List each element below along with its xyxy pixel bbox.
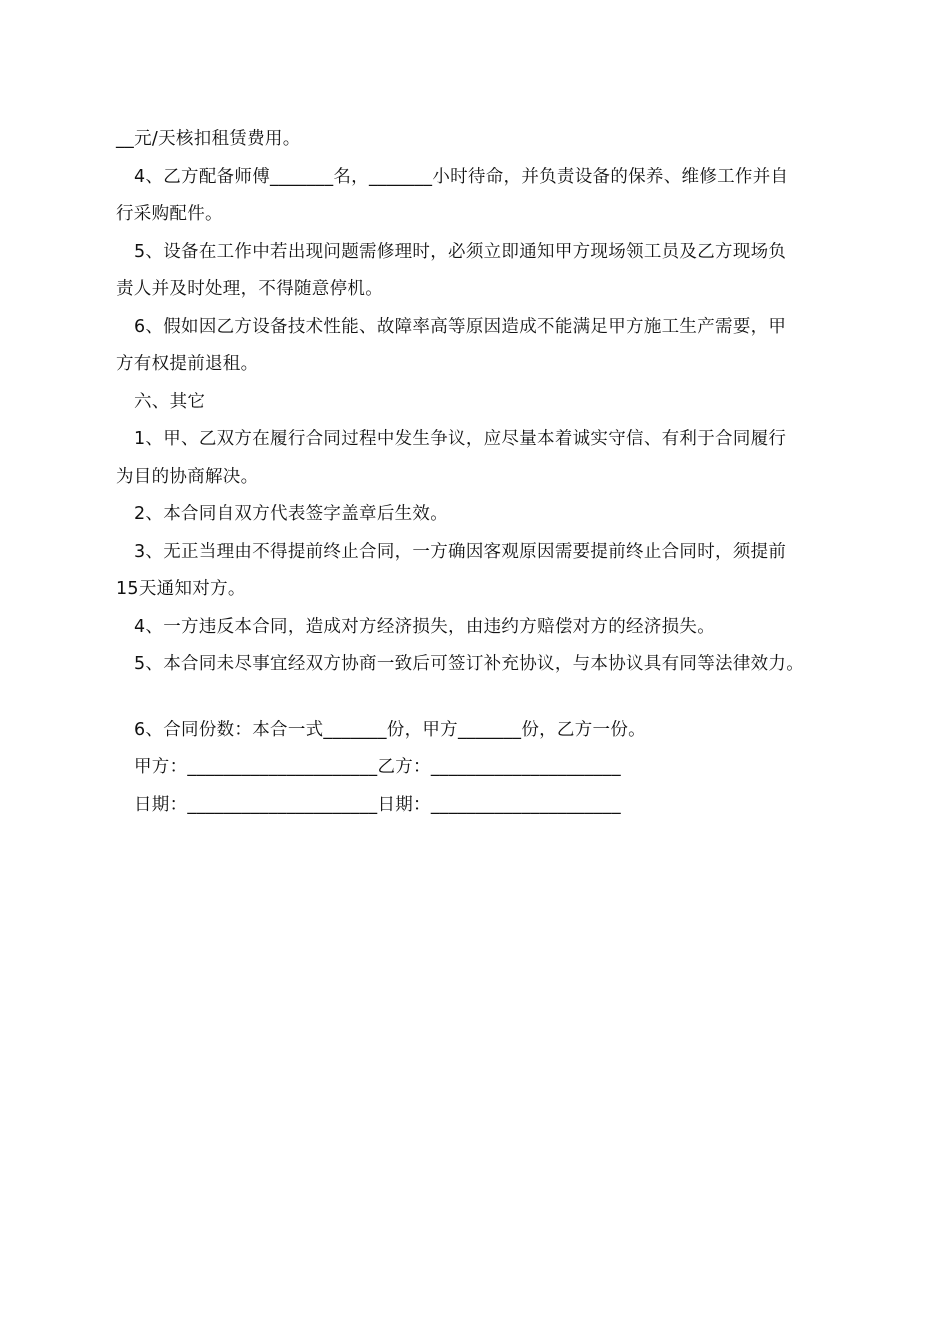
other-clause-2-effective: 2、本合同自双方代表签字盖章后生效。 [134,504,449,524]
signature-party-line: 甲方：_____________________乙方：_____________________ [134,757,621,777]
clause-4-technician: 4、乙方配备师傅_______名，_______小时待命，并负责设备的保养、维修工作并自 [134,166,789,187]
section-heading-other: 六、其它 [134,391,206,412]
other-clause-5-supplement: 5、本合同未尽事宜经双方协商一致后可签订补充协议，与本协议具有同等法律效力。 [134,654,805,674]
other-clause-1-dispute-continued: 为目的协商解决。 [116,466,259,487]
signature-date-line: 日期：_____________________日期：_____________________ [134,794,621,815]
clause-6-termination-continued: 方有权提前退租。 [116,354,259,374]
clause-rent-deduction-continued: __元/天核扣租赁费用。 [116,129,301,149]
clause-6-termination: 6、假如因乙方设备技术性能、故障率高等原因造成不能满足甲方施工生产需要，甲 [134,316,787,337]
other-clause-3-early-termination-continued: 15天通知对方。 [116,579,246,599]
contract-body [116,121,846,824]
clause-5-repair: 5、设备在工作中若出现问题需修理时，必须立即通知甲方现场领工员及乙方现场负 [134,241,787,262]
other-clause-1-dispute: 1、甲、乙双方在履行合同过程中发生争议，应尽量本着诚实守信、有利于合同履行 [134,429,787,449]
clause-5-repair-continued: 责人并及时处理，不得随意停机。 [116,279,383,299]
other-clause-3-early-termination: 3、无正当理由不得提前终止合同，一方确因客观原因需要提前终止合同时，须提前 [134,541,787,562]
paragraph-gap [116,684,846,712]
other-clause-6-copies: 6、合同份数：本合一式_______份，甲方_______份，乙方一份。 [134,719,646,740]
clause-4-technician-continued: 行采购配件。 [116,204,223,224]
other-clause-4-breach: 4、一方违反本合同，造成对方经济损失，由违约方赔偿对方的经济损失。 [134,616,716,637]
